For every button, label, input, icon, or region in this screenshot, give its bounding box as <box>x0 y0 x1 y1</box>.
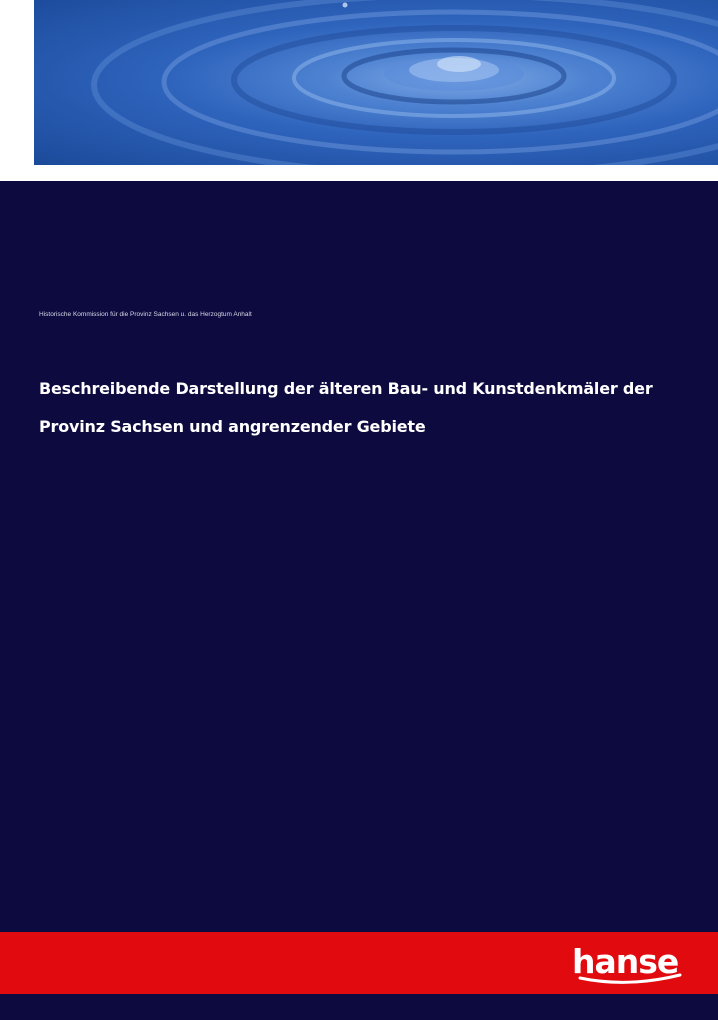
book-title: Beschreibende Darstellung der älteren Bau- und Kunstdenkmäler der Provinz Sachsen und angrenzender Gebiete <box>39 379 653 436</box>
bottom-navy-band <box>0 994 718 1020</box>
logo-swoosh-icon <box>578 972 682 986</box>
cover-background <box>0 181 718 932</box>
hanse-logo-icon <box>572 942 682 986</box>
water-ripple-photo <box>34 0 718 165</box>
author-line: Historische Kommission für die Provinz Sachsen u. das Herzogtum Anhalt <box>39 311 252 318</box>
water-drop-ripple-icon <box>34 0 718 165</box>
publisher-logo-text: hanse <box>572 942 679 981</box>
